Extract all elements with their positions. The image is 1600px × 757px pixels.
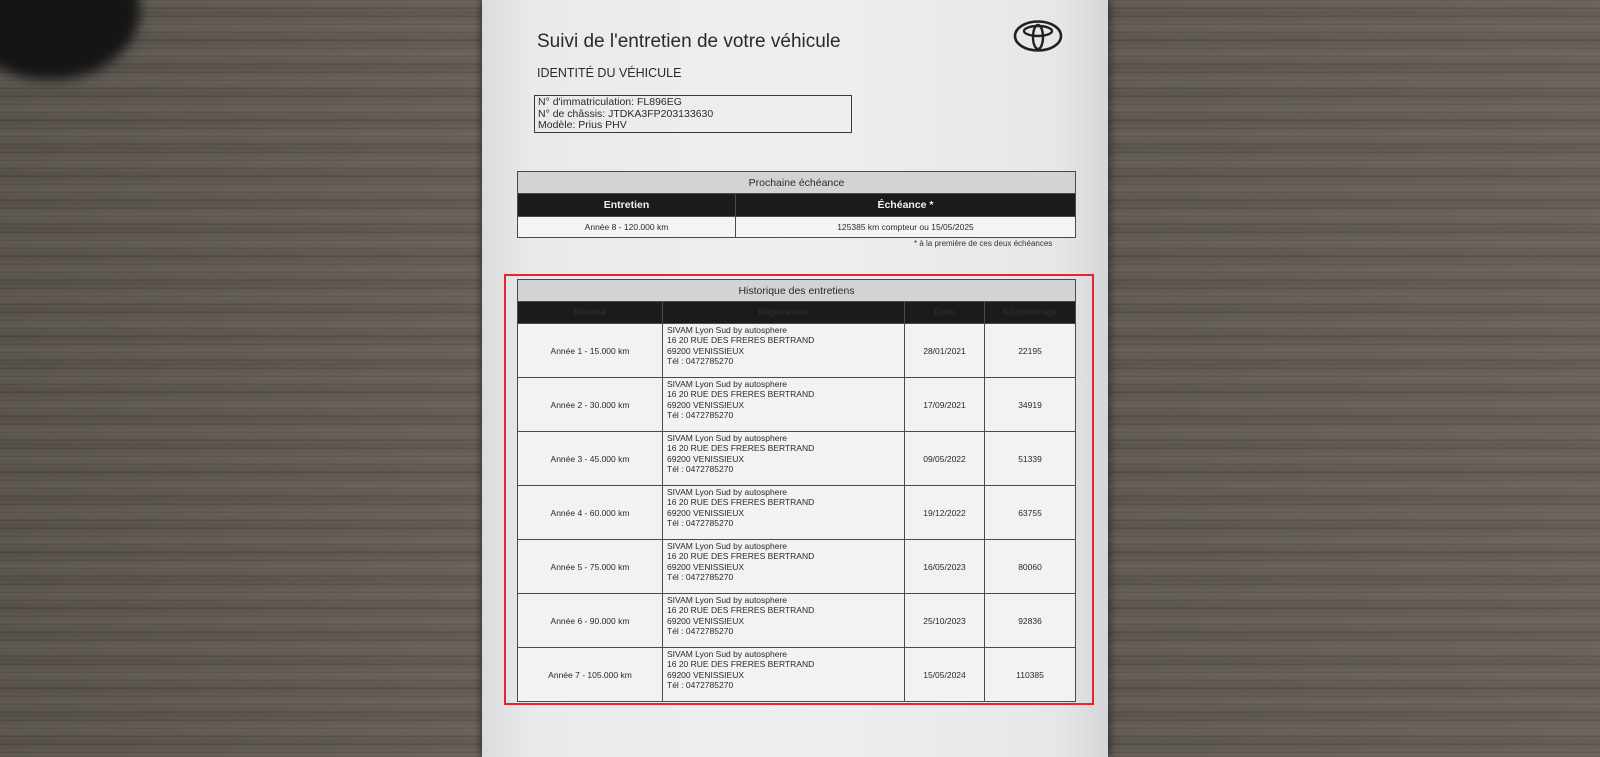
history-mileage: 92836 [985,594,1076,648]
repairer-line: Tél : 0472785270 [667,409,734,420]
history-caption: Historique des entretiens [518,280,1076,302]
repairer-line: 69200 VENISSIEUX [667,453,745,464]
repairer-line: 69200 VENISSIEUX [667,561,745,572]
history-done: Année 5 - 75.000 km [518,540,663,594]
history-mileage: 110385 [985,648,1076,702]
history-repairer [663,432,905,486]
history-header-done: Réalisé [518,302,663,324]
repairer-line: SIVAM Lyon Sud by autosphere [667,379,788,389]
repairer-line: 69200 VENISSIEUX [667,669,745,680]
history-mileage: 51339 [985,432,1076,486]
repairer-line: 16 20 RUE DES FRERES BERTRAND [667,659,815,670]
history-repairer [663,324,905,378]
table-row [518,432,1076,486]
history-mileage: 22195 [985,324,1076,378]
repairer-line: SIVAM Lyon Sud by autosphere [667,541,788,551]
chassis-number: N° de châssis: JTDKA3FP203133630 [538,107,714,120]
toyota-logo-icon [1013,20,1063,52]
history-repairer [663,648,905,702]
table-row [518,594,1076,648]
history-repairer [663,540,905,594]
repairer-line: Tél : 0472785270 [667,625,734,636]
vehicle-model: Modèle: Prius PHV [538,119,627,131]
repairer-line: SIVAM Lyon Sud by autosphere [667,595,788,605]
repairer-line: 69200 VENISSIEUX [667,345,745,356]
history-date: 19/12/2022 [905,486,985,540]
history-date: 25/10/2023 [905,594,985,648]
vehicle-identity-heading: IDENTITÉ DU VÉHICULE [537,66,682,80]
repairer-line: Tél : 0472785270 [667,355,734,366]
repairer-line: Tél : 0472785270 [667,463,734,474]
history-done: Année 7 - 105.000 km [518,648,663,702]
history-done: Année 6 - 90.000 km [518,594,663,648]
next-service-footnote: * à la première de ces deux échéances [914,239,1053,248]
history-done: Année 3 - 45.000 km [518,432,663,486]
history-date: 16/05/2023 [905,540,985,594]
history-done: Année 2 - 30.000 km [518,378,663,432]
next-service-header-service: Entretien [518,194,736,217]
next-service-table [517,171,1076,238]
history-done: Année 4 - 60.000 km [518,486,663,540]
repairer-line: 69200 VENISSIEUX [667,615,745,626]
registration-number: N° d'immatriculation: FL896EG [538,96,682,108]
repairer-line: 16 20 RUE DES FRERES BERTRAND [667,497,815,508]
table-row [518,540,1076,594]
repairer-line: Tél : 0472785270 [667,571,734,582]
history-mileage: 80060 [985,540,1076,594]
repairer-line: SIVAM Lyon Sud by autosphere [667,433,788,443]
repairer-line: 16 20 RUE DES FRERES BERTRAND [667,335,815,346]
table-row [518,324,1076,378]
dark-object-shadow [0,0,140,80]
history-repairer [663,378,905,432]
repairer-line: Tél : 0472785270 [667,679,734,690]
history-date: 17/09/2021 [905,378,985,432]
next-service-due-value: 125385 km compteur ou 15/05/2025 [736,217,1076,238]
repairer-line: 16 20 RUE DES FRERES BERTRAND [667,605,815,616]
history-date: 09/05/2022 [905,432,985,486]
repairer-line: 16 20 RUE DES FRERES BERTRAND [667,551,815,562]
history-date: 28/01/2021 [905,324,985,378]
repairer-line: 69200 VENISSIEUX [667,507,745,518]
history-header-date: Date [905,302,985,324]
history-header-mileage: Kilométrage [985,302,1076,324]
repairer-line: 69200 VENISSIEUX [667,399,745,410]
history-header-repairer: Réparateur [663,302,905,324]
history-mileage: 34919 [985,378,1076,432]
vehicle-identity-box [534,95,852,133]
table-row [518,486,1076,540]
service-history-table [517,279,1076,702]
repairer-line: 16 20 RUE DES FRERES BERTRAND [667,443,815,454]
repairer-line: 16 20 RUE DES FRERES BERTRAND [667,389,815,400]
table-row [518,378,1076,432]
repairer-line: SIVAM Lyon Sud by autosphere [667,649,788,659]
table-row [518,648,1076,702]
repairer-line: SIVAM Lyon Sud by autosphere [667,325,788,335]
next-service-interval: Année 8 - 120.000 km [518,217,736,238]
next-service-caption: Prochaine échéance [518,172,1076,194]
history-repairer [663,594,905,648]
history-repairer [663,486,905,540]
next-service-header-due: Échéance * [736,194,1076,217]
history-done: Année 1 - 15.000 km [518,324,663,378]
history-mileage: 63755 [985,486,1076,540]
history-date: 15/05/2024 [905,648,985,702]
document-title: Suivi de l'entretien de votre véhicule [537,31,841,52]
repairer-line: SIVAM Lyon Sud by autosphere [667,487,788,497]
repairer-line: Tél : 0472785270 [667,517,734,528]
